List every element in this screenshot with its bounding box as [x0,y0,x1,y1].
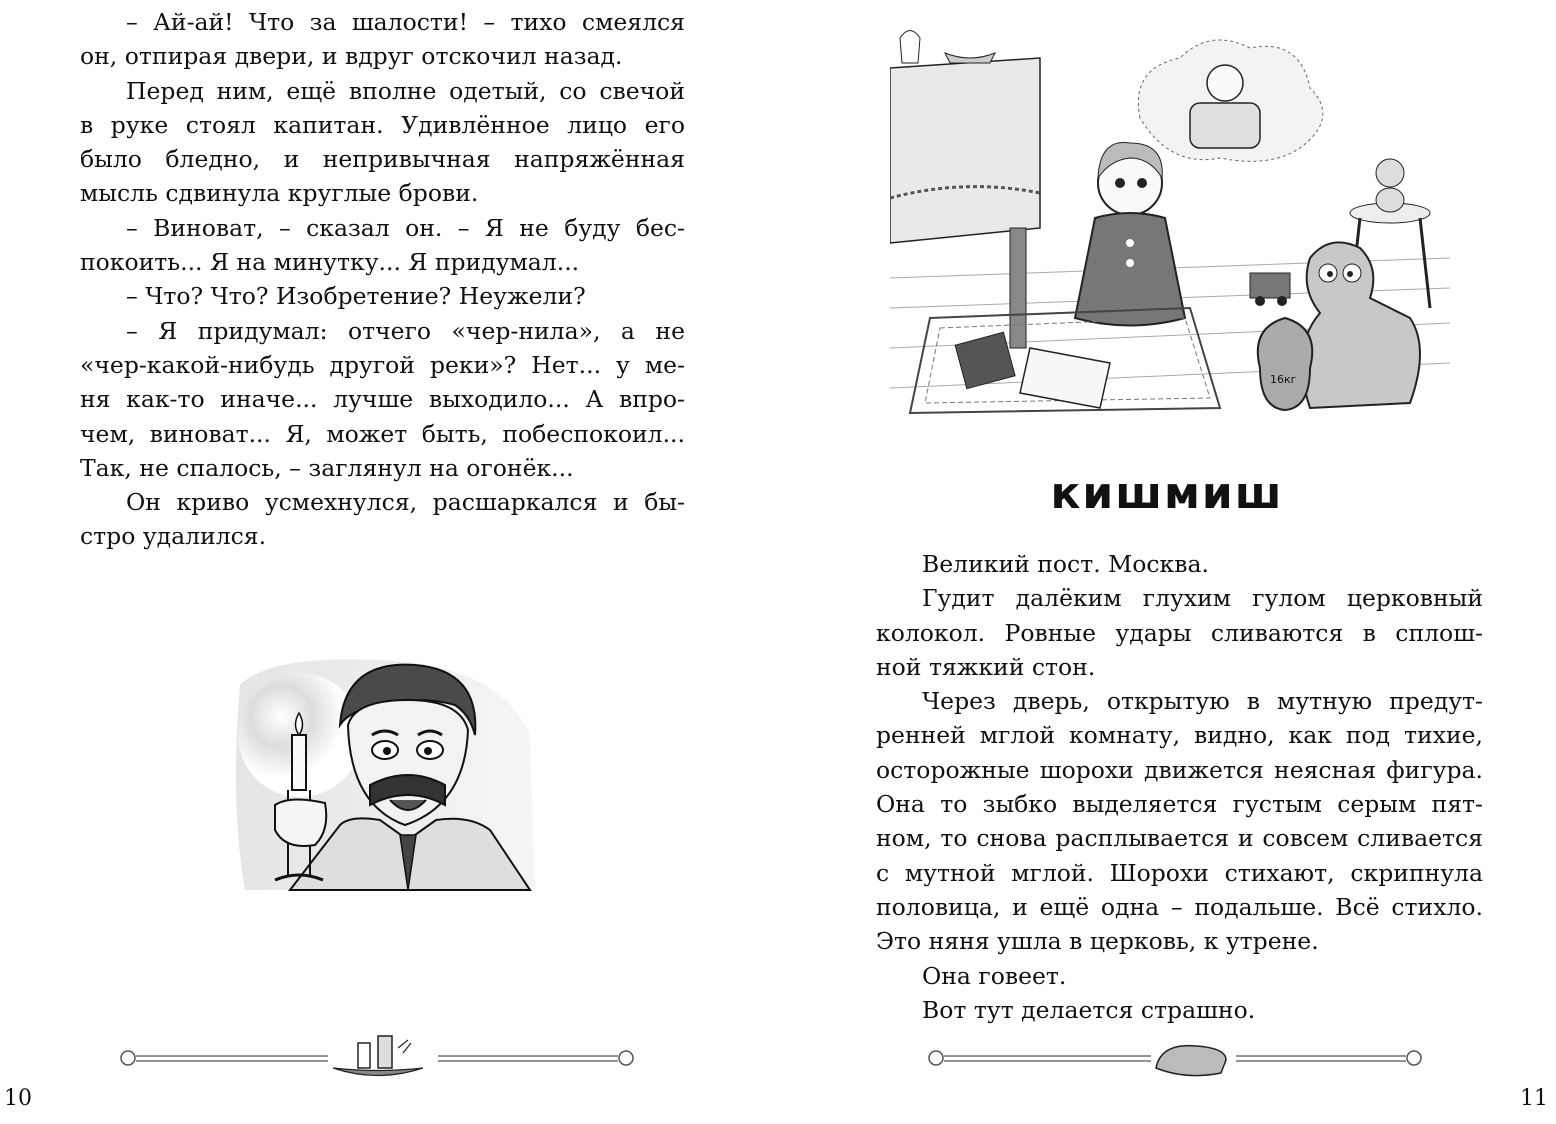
chapter-title: кишмиш [1050,468,1284,519]
text-line: Гудит далёким глухим гулом церковный [922,584,1483,613]
text-line: Она говеет. [922,961,1067,990]
text-line: с мутной мглой. Шорохи стихают, скрипнула [876,858,1483,887]
page-ornament-divider [926,1028,1426,1088]
text-line: ня как-то иначе... лучше выходило... А впро- [80,385,685,414]
text-line: стро удалился. [80,522,267,551]
text-line: половица, и ещё одна – подальше. Всё стихло. [876,892,1483,921]
text-line: ной тяжкий стон. [876,652,1096,681]
page-ornament-divider [118,1028,638,1088]
text-line: – Виноват, – сказал он. – Я не буду бес- [126,213,685,242]
girl-with-cat-illustration [890,18,1450,418]
text-line: Так, не спалось, – заглянул на огонёк... [80,453,574,482]
text-line: Перед ним, ещё вполне одетый, со свечой [126,76,685,105]
text-line: покоить... Я на минутку... Я придумал... [80,248,580,277]
text-line: колокол. Ровные удары сливаются в сплош- [876,618,1483,647]
left-body-text [80,5,685,554]
text-line: Это няня ушла в церковь, к утрене. [876,927,1319,956]
text-line: Вот тут делается страшно. [922,995,1256,1024]
text-line: было бледно, и непривычная напряжённая [80,145,685,174]
text-line: Великий пост. Москва. [922,550,1209,578]
text-line: чем, виноват... Я, может быть, побеспокоил... [80,419,685,448]
text-line: он, отпирая двери, и вдруг отскочил назад. [80,42,623,71]
text-line: – Что? Что? Изобретение? Неужели? [126,282,586,311]
text-line: «чер-какой-нибудь другой реки»? Нет... у ме- [80,350,685,379]
text-line: в руке стоял капитан. Удивлённое лицо его [80,110,685,139]
text-line: осторожные шорохи движется неясная фигура. [876,755,1483,784]
text-line: Она то зыбко выделяется густым серым пят- [876,790,1483,819]
text-line: ном, то снова расплывается и совсем сливается [876,824,1483,853]
right-body-text [876,547,1483,1027]
weight-label: 16кг [1270,373,1297,386]
text-line: Через дверь, открытую в мутную предут- [922,687,1483,716]
text-line: – Ай-ай! Что за шалости! – тихо смеялся [126,8,685,36]
page-number: 10 [4,1086,32,1111]
page-number: 11 [1520,1086,1548,1111]
captain-with-candle-illustration [230,655,540,905]
text-line: ренней мглой комнату, видно, как под тихие, [876,721,1483,750]
text-line: мысль сдвинула круглые брови. [80,179,479,208]
text-line: Он криво усмехнулся, расшаркался и бы- [126,488,685,517]
right-page [778,0,1556,1124]
text-line: – Я придумал: отчего «чер-нила», а не [126,316,685,345]
